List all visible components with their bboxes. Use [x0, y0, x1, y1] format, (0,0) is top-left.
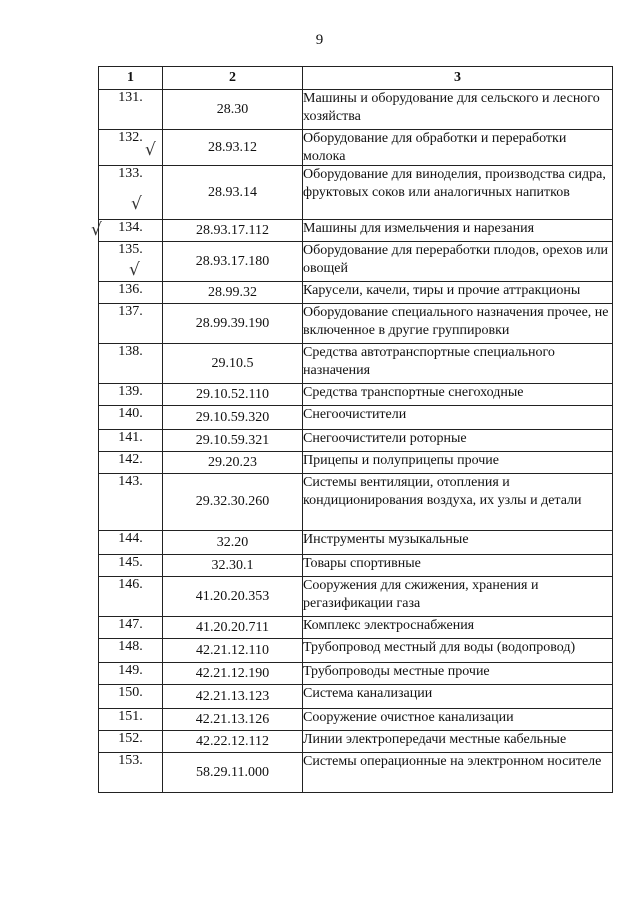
item-description: Линии электропередачи местные кабельные	[303, 731, 613, 753]
table-row	[99, 384, 613, 406]
table-row	[99, 166, 613, 220]
column-header-number: 1	[99, 67, 163, 90]
row-number: 151.	[118, 709, 143, 724]
page-number: 9	[315, 32, 324, 48]
okpd-code: 42.21.12.190	[163, 663, 303, 685]
row-number: 133.	[118, 166, 143, 181]
row-number-cell	[99, 474, 163, 531]
table-row	[99, 220, 613, 242]
row-number-cell	[99, 282, 163, 304]
row-number: 150.	[118, 685, 143, 700]
item-description: Трубопроводы местные прочие	[303, 663, 613, 685]
table-row	[99, 242, 613, 282]
row-number: 142.	[118, 452, 143, 467]
handwritten-check-mark-icon: √	[129, 260, 140, 280]
item-description: Сооружение очистное канализации	[303, 709, 613, 731]
row-number: 139.	[118, 384, 143, 399]
row-number-cell	[99, 242, 163, 282]
item-description: Прицепы и полуприцепы прочие	[303, 452, 613, 474]
okpd-code: 42.21.13.123	[163, 685, 303, 709]
okpd-code: 28.30	[163, 90, 303, 130]
row-number: 153.	[118, 753, 143, 768]
row-number: 134.	[118, 220, 143, 235]
row-number-cell	[99, 753, 163, 793]
row-number: 141.	[118, 430, 143, 445]
row-number: 144.	[118, 531, 143, 546]
column-header-description: 3	[303, 67, 613, 90]
okpd-code: 28.99.32	[163, 282, 303, 304]
item-description: Снегоочистители роторные	[303, 430, 613, 452]
okpd-code: 29.10.59.320	[163, 406, 303, 430]
row-number: 138.	[118, 344, 143, 359]
row-number-cell	[99, 304, 163, 344]
okpd-code: 32.30.1	[163, 555, 303, 577]
okpd-code: 28.99.39.190	[163, 304, 303, 344]
table-row	[99, 577, 613, 617]
table-row	[99, 90, 613, 130]
row-number: 143.	[118, 474, 143, 489]
table-header	[99, 67, 613, 90]
row-number-cell	[99, 430, 163, 452]
okpd-code: 28.93.12	[163, 130, 303, 166]
okpd-code: 42.21.12.110	[163, 639, 303, 663]
okpd-code: 58.29.11.000	[163, 753, 303, 793]
row-number-cell	[99, 344, 163, 384]
table-row	[99, 452, 613, 474]
row-number-cell	[99, 577, 163, 617]
item-description: Карусели, качели, тиры и прочие аттракционы	[303, 282, 613, 304]
table-row	[99, 282, 613, 304]
handwritten-check-mark-icon: √	[145, 140, 156, 160]
row-number-cell	[91, 220, 163, 242]
column-header-code: 2	[163, 67, 303, 90]
row-number: 146.	[118, 577, 143, 592]
okpd-code: 28.93.17.112	[163, 220, 303, 242]
item-description: Товары спортивные	[303, 555, 613, 577]
table-row	[99, 344, 613, 384]
row-number: 147.	[118, 617, 143, 632]
document-table	[91, 66, 613, 793]
okpd-code: 28.93.17.180	[163, 242, 303, 282]
item-description: Система канализации	[303, 685, 613, 709]
row-number: 152.	[118, 731, 143, 746]
row-number: 137.	[118, 304, 143, 319]
item-description: Комплекс электроснабжения	[303, 617, 613, 639]
table-row	[99, 474, 613, 531]
okpd-code: 29.32.30.260	[163, 474, 303, 531]
item-description: Средства транспортные снегоходные	[303, 384, 613, 406]
okpd-code: 42.22.12.112	[163, 731, 303, 753]
okpd-code: 32.20	[163, 531, 303, 555]
row-number: 135.	[118, 242, 143, 257]
okpd-code: 29.10.59.321	[163, 430, 303, 452]
item-description: Системы операционные на электронном носителе	[303, 753, 613, 793]
row-number-cell	[99, 685, 163, 709]
okpd-code: 28.93.14	[163, 166, 303, 220]
row-number-cell	[99, 709, 163, 731]
item-description: Оборудование для обработки и переработки молока	[303, 130, 613, 166]
handwritten-check-mark-icon: √	[91, 220, 102, 240]
table-row	[99, 731, 613, 753]
table-row	[99, 531, 613, 555]
row-number: 149.	[118, 663, 143, 678]
row-number-cell	[99, 731, 163, 753]
item-description: Оборудование для виноделия, производства сидра, фруктовых соков или аналогичных напитков	[303, 166, 613, 220]
item-description: Системы вентиляции, отопления и кондиционирования воздуха, их узлы и детали	[303, 474, 613, 531]
item-description: Средства автотранспортные специального назначения	[303, 344, 613, 384]
item-description: Оборудование для переработки плодов, орехов или овощей	[303, 242, 613, 282]
table-row	[99, 639, 613, 663]
item-description: Снегоочистители	[303, 406, 613, 430]
table-row	[99, 430, 613, 452]
item-description: Сооружения для сжижения, хранения и регазификации газа	[303, 577, 613, 617]
table-row	[99, 304, 613, 344]
row-number-cell	[99, 90, 163, 130]
okpd-code: 42.21.13.126	[163, 709, 303, 731]
item-description: Оборудование специального назначения прочее, не включенное в другие группировки	[303, 304, 613, 344]
table-row	[99, 753, 613, 793]
item-description: Инструменты музыкальные	[303, 531, 613, 555]
row-number: 148.	[118, 639, 143, 654]
row-number: 132.	[118, 130, 143, 145]
table-row	[99, 663, 613, 685]
table-body	[91, 90, 613, 793]
row-number-cell	[99, 663, 163, 685]
table-row	[99, 406, 613, 430]
row-number-cell	[99, 617, 163, 639]
table-row	[99, 617, 613, 639]
row-number: 136.	[118, 282, 143, 297]
table-row	[99, 709, 613, 731]
row-number-cell	[99, 452, 163, 474]
row-number-cell	[99, 406, 163, 430]
handwritten-check-mark-icon: √	[131, 194, 142, 214]
item-description: Машины и оборудование для сельского и лесного хозяйства	[303, 90, 613, 130]
row-number: 140.	[118, 406, 143, 421]
row-number-cell	[99, 130, 163, 166]
row-number-cell	[99, 639, 163, 663]
okpd-code: 29.20.23	[163, 452, 303, 474]
item-description: Трубопровод местный для воды (водопровод)	[303, 639, 613, 663]
row-number: 131.	[118, 90, 143, 105]
okpd-code: 41.20.20.353	[163, 577, 303, 617]
okpd-code: 29.10.52.110	[163, 384, 303, 406]
table-row	[99, 555, 613, 577]
row-number-cell	[99, 531, 163, 555]
row-number-cell	[99, 555, 163, 577]
table-row	[99, 685, 613, 709]
row-number: 145.	[118, 555, 143, 570]
table-row	[99, 130, 613, 166]
row-number-cell	[99, 166, 163, 220]
okpd-code: 29.10.5	[163, 344, 303, 384]
table-header-row	[99, 67, 613, 90]
item-description: Машины для измельчения и нарезания	[303, 220, 613, 242]
row-number-cell	[99, 384, 163, 406]
okpd-code: 41.20.20.711	[163, 617, 303, 639]
